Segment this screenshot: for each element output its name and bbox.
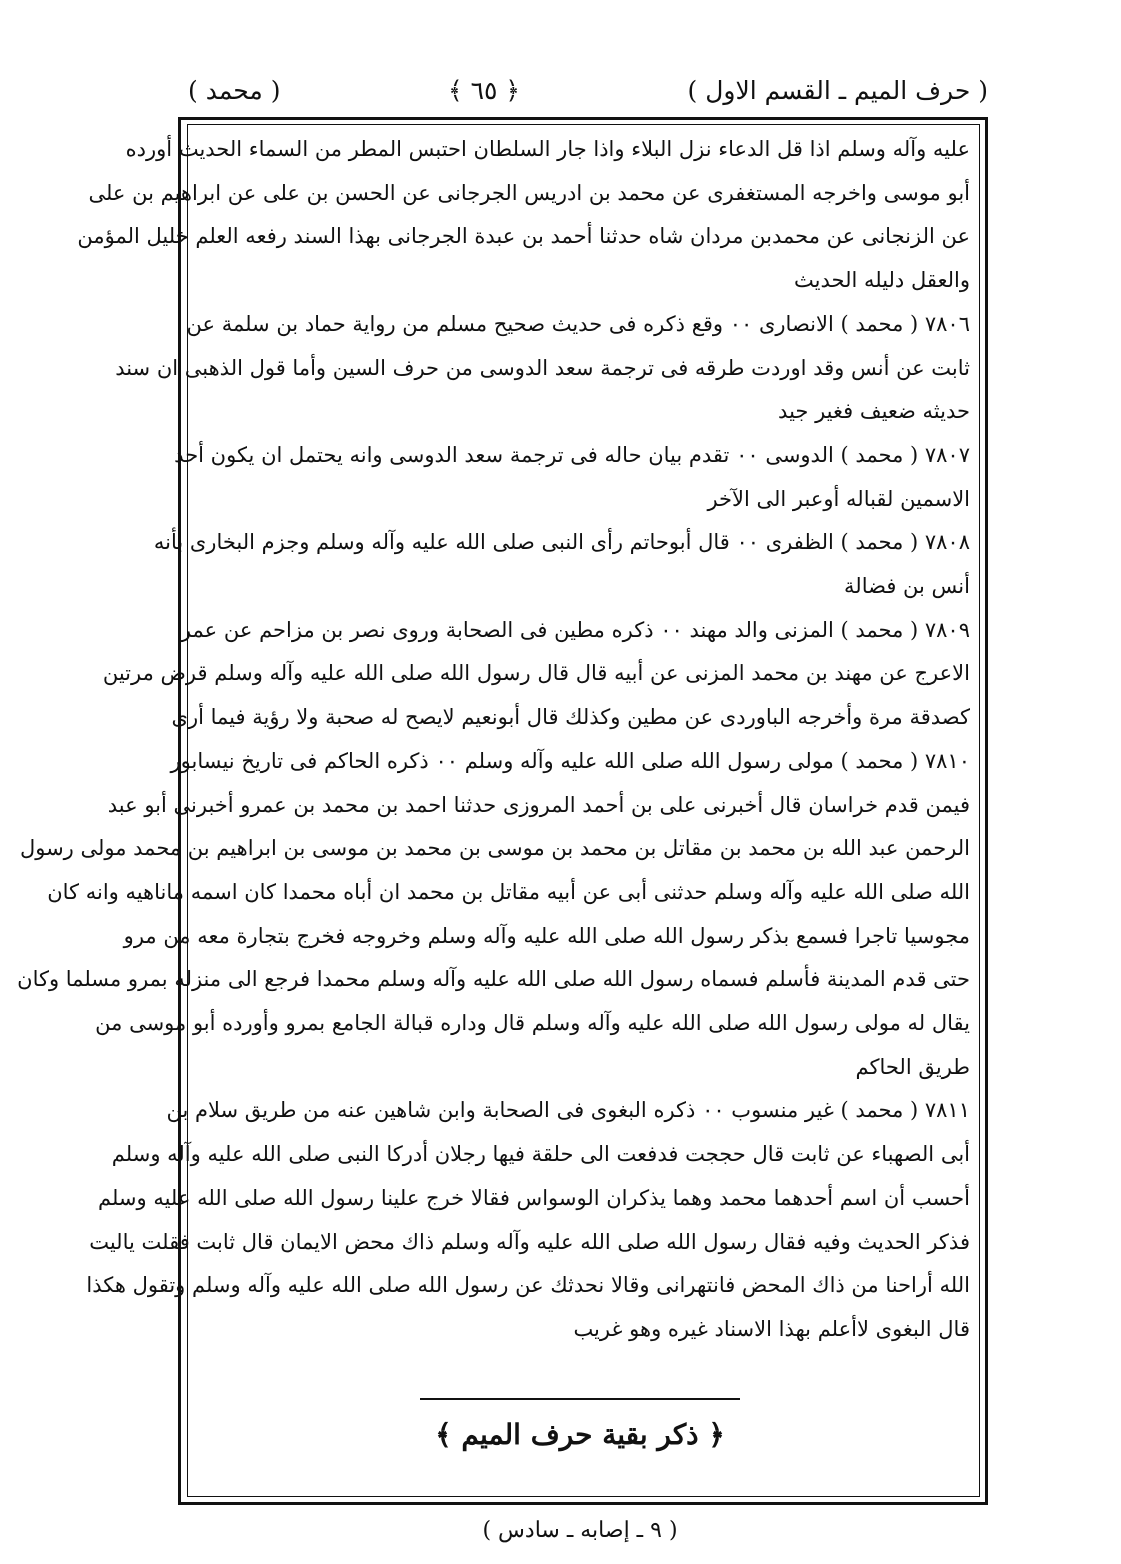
text-line: فذكر الحديث وفيه فقال رسول الله صلى الله عليه وآله وسلم ذاك محض الايمان قال ثابت فقلت ياليت [89, 1229, 970, 1254]
text-line: أنس بن فضالة [844, 574, 970, 599]
text-line: عليه وآله وسلم اذا قل الدعاء نزل البلاء واذا جار السلطان احتبس المطر من السماء الحديث أورده [125, 137, 970, 161]
text-line: حتى قدم المدينة فأسلم فسماه رسول الله صلى الله عليه وآله وسلم محمدا فرجع الى منزله بمرو مسلما وكان [17, 967, 970, 992]
text-line: الاعرج عن مهند بن محمد المزنى عن أبيه قال قال رسول الله صلى الله عليه وآله وسلم قرض مرتين [102, 661, 970, 686]
text-line: والعقل دليله الحديث [794, 268, 970, 293]
text-line: مجوسيا تاجرا فسمع بذكر رسول الله صلى الله عليه وآله وسلم وخروجه فخرج بتجارة معه من مرو [123, 923, 970, 948]
text-line: الاسمين لقباله أوعبر الى الآخر [707, 486, 970, 511]
text-line: يقال له مولى رسول الله صلى الله عليه وآله وسلم قال وداره قبالة الجامع بمرو وأورده أبو موسى من [95, 1011, 970, 1036]
entry-7806-start: ٧٨٠٦ ( محمد ) الانصارى ٠٠ وقع ذكره فى حديث صحيح مسلم من رواية حماد بن سلمة عن [186, 311, 970, 336]
text-line: قال البغوى لاأعلم بهذا الاسناد غيره وهو غريب [573, 1316, 970, 1341]
section-title: ﴿ ذكر بقية حرف الميم ﴾ [435, 1418, 725, 1451]
text-line: فيمن قدم خراسان قال أخبرنى على بن أحمد المروزى حدثنا احمد بن محمد بن عمرو أخبرنى أبو عبد [107, 792, 970, 817]
entry-7809-start: ٧٨٠٩ ( محمد ) المزنى والد مهند ٠٠ ذكره مطين فى الصحابة وروى نصر بن مزاحم عن عمر [180, 617, 970, 642]
entry-7807-start: ٧٨٠٧ ( محمد ) الدوسى ٠٠ تقدم بيان حاله فى ترجمة سعد الدوسى وانه يحتمل ان يكون أحد [174, 442, 970, 467]
entry-7808-start: ٧٨٠٨ ( محمد ) الظفرى ٠٠ قال أبوحاتم رأى النبى صلى الله عليه وآله وسلم وجزم البخارى بأنه [153, 530, 970, 555]
ornament-divider [420, 1398, 740, 1400]
entry-7810-start: ٧٨١٠ ( محمد ) مولى رسول الله صلى الله عليه وآله وسلم ٠٠ ذكره الحاكم فى تاريخ نيسابور [170, 748, 970, 773]
entry-7811-start: ٧٨١١ ( محمد ) غير منسوب ٠٠ ذكره البغوى فى الصحابة وابن شاهين عنه من طريق سلام بن [166, 1098, 970, 1123]
text-line: ثابت عن أنس وقد اوردت طرقه فى ترجمة سعد الدوسى من حرف السين وأما قول الذهبى ان سند [115, 355, 970, 380]
text-line: الله أراحنا من ذاك المحض فانتهرانى وقالا نحدثك عن رسول الله صلى الله عليه وآله وسلم وتقول هكذا [86, 1273, 970, 1298]
text-line: أبى الصهباء عن ثابت قال حججت فدفعت الى حلقة فيها رجلان أدركا النبى صلى الله عليه وآله وسلم [111, 1142, 970, 1167]
page-number: ﴿ ٦٥ ﴾ [447, 75, 521, 105]
text-line: الرحمن عبد الله بن محمد بن مقاتل بن محمد بن موسى بن محمد بن موسى بن ابراهيم بن محمد مولى رسول [19, 836, 970, 861]
text-line: حديثه ضعيف فغير جيد [778, 399, 970, 424]
signature-footer: ( ٩ ـ إصابه ـ سادس ) [482, 1518, 678, 1543]
text-line: كصدقة مرة وأخرجه الباوردى عن مطين وكذلك قال أبونعيم لايصح له صحبة ولا رؤية فيما أرى [171, 705, 970, 730]
text-line: الله صلى الله عليه وآله وسلم حدثنى أبى عن أبيه مقاتل بن محمد ان أباه محمدا كان اسمه ماناهيه وانه كان [47, 879, 970, 904]
text-line: أبو موسى واخرجه المستغفرى عن محمد بن ادريس الجرجانى عن الحسن بن على عن ابراهيم بن على [88, 180, 970, 205]
text-line: عن الزنجانى عن محمدبن مردان شاه حدثنا أحمد بن عبدة الجرجانى بهذا السند رفعه العلم خليل المؤمن [77, 224, 970, 249]
body-text [17, 128, 970, 1352]
header-entry-name: ( محمد ) [188, 75, 281, 105]
running-header [188, 68, 988, 112]
header-section-title: ( حرف الميم ـ القسم الاول ) [687, 75, 988, 105]
text-line: طريق الحاكم [855, 1054, 970, 1079]
text-line: أحسب أن اسم أحدهما محمد وهما يذكران الوسواس فقالا خرج علينا رسول الله صلى الله عليه وسلم [98, 1185, 970, 1210]
